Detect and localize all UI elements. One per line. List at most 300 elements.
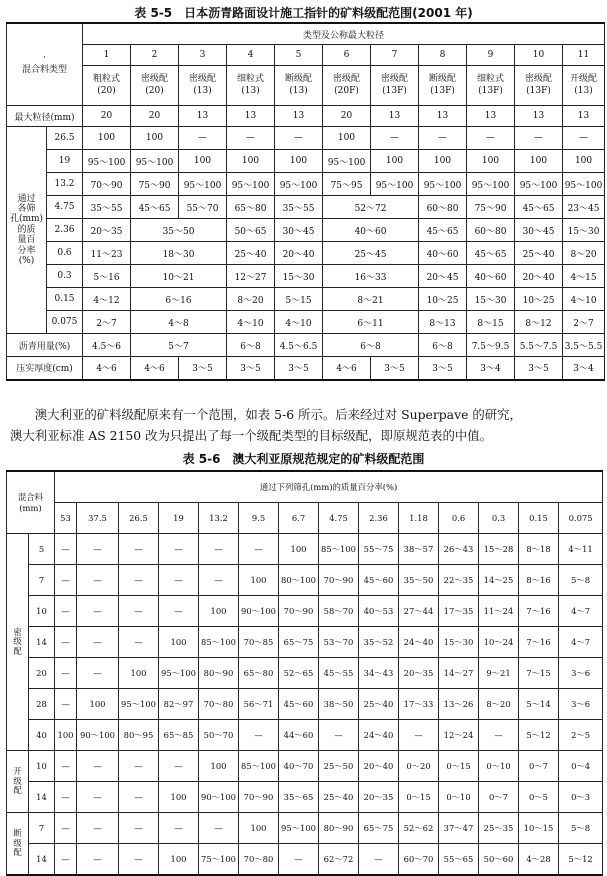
cell: 75～90	[131, 173, 179, 196]
col-type: 密级配 (13F)	[371, 66, 419, 106]
cell: 3～4	[563, 357, 605, 380]
cell: 100	[159, 844, 199, 876]
cell: 3～5	[515, 357, 563, 380]
cell: —	[119, 782, 159, 813]
cell: 100	[227, 150, 275, 173]
sieve-header: 53	[55, 503, 77, 534]
table2-australia-gradation	[6, 470, 603, 876]
cell: 20～40	[359, 751, 399, 782]
col-type: 断级配 (13)	[275, 66, 323, 106]
cell: 0～10	[479, 751, 519, 782]
cell: —	[119, 596, 159, 627]
cell: 65～75	[359, 813, 399, 844]
mix-size: 28	[29, 689, 55, 720]
col-number: 2	[131, 45, 179, 66]
cell: 18～30	[131, 242, 227, 265]
paragraph-line: 澳大利亚标准 AS 2150 改为只提出了每一个级配类型的目标级配，即原规范表的中值。	[10, 428, 493, 443]
cell: 15～30	[275, 265, 323, 288]
mix-size: 14	[29, 844, 55, 876]
cell: 20～35	[399, 658, 439, 689]
cell: 95～100	[131, 150, 179, 173]
cell: 52～72	[323, 196, 419, 219]
cell: —	[55, 596, 77, 627]
sieve-header: 0.6	[439, 503, 479, 534]
cell: 3～5	[371, 357, 419, 380]
cell: 100	[159, 627, 199, 658]
thickness-label: 压实厚度(cm)	[7, 357, 83, 380]
cell: —	[279, 844, 319, 876]
cell: 45～65	[467, 242, 515, 265]
cell: 4～8	[131, 311, 227, 334]
cell: 24～40	[399, 627, 439, 658]
table-row	[7, 813, 603, 844]
cell: 10～21	[131, 265, 227, 288]
cell: 3～6	[559, 689, 603, 720]
cell: 45～65	[515, 196, 563, 219]
cell: —	[239, 534, 279, 565]
mix-size: 5	[29, 534, 55, 565]
cell: 0～5	[519, 782, 559, 813]
sieve-header: 1.18	[399, 503, 439, 534]
cell: —	[467, 127, 515, 150]
col-number: 3	[179, 45, 227, 66]
mix-type-header-cell	[7, 23, 83, 106]
col-type: 粗粒式 (20)	[83, 66, 131, 106]
cell: 8～20	[563, 242, 605, 265]
cell: 100	[77, 689, 119, 720]
cell: 0～7	[479, 782, 519, 813]
cell: 70～80	[199, 689, 239, 720]
cell: 10～24	[479, 627, 519, 658]
table-row	[7, 689, 603, 720]
cell: —	[275, 127, 323, 150]
passing-label: 通过 各筛 孔(mm) 的质 量百 分率 (%)	[7, 127, 47, 334]
body-paragraph	[10, 404, 600, 446]
cell: 20	[131, 106, 179, 127]
cell: 25～40	[515, 242, 563, 265]
col-number: 7	[371, 45, 419, 66]
cell: 0～4	[559, 751, 603, 782]
cell: 8～20	[227, 288, 275, 311]
table-row	[7, 627, 603, 658]
cell: 30～45	[275, 219, 323, 242]
cell: —	[419, 127, 467, 150]
cell: 27～44	[399, 596, 439, 627]
cell: 2～7	[83, 311, 131, 334]
cell: 95～100	[159, 658, 199, 689]
cell: —	[319, 720, 359, 751]
cell: —	[77, 534, 119, 565]
mix-size: 7	[29, 813, 55, 844]
col-number: 1	[83, 45, 131, 66]
cell: 6～8	[227, 334, 275, 357]
cell: 35～50	[399, 565, 439, 596]
cell: —	[159, 596, 199, 627]
cell: 8～20	[479, 689, 519, 720]
cell: 5～12	[519, 720, 559, 751]
cell: 8～15	[467, 311, 515, 334]
cell: 12～27	[227, 265, 275, 288]
cell: 55～75	[359, 534, 399, 565]
cell: 20～40	[515, 265, 563, 288]
cell: 100	[279, 534, 319, 565]
cell: 4～7	[559, 627, 603, 658]
cell: 3～5	[179, 357, 227, 380]
sieve-label: 4.75	[47, 196, 83, 219]
cell: —	[371, 127, 419, 150]
cell: 4～6	[83, 357, 131, 380]
cell: 45～60	[279, 689, 319, 720]
cell: —	[55, 782, 77, 813]
cell: 100	[239, 565, 279, 596]
cell: 4～7	[559, 596, 603, 627]
cell: 20	[323, 106, 371, 127]
cell: —	[159, 565, 199, 596]
cell: 82～97	[159, 689, 199, 720]
cell: 40～60	[323, 219, 419, 242]
cell: 13	[227, 106, 275, 127]
cell: 50～70	[199, 720, 239, 751]
cell: —	[77, 627, 119, 658]
cell: 40～60	[467, 265, 515, 288]
cell: 13～26	[439, 689, 479, 720]
cell: 95～100	[179, 173, 227, 196]
col-type: 细粒式 (13)	[227, 66, 275, 106]
cell: 23～45	[563, 196, 605, 219]
cell: 40～60	[419, 242, 467, 265]
sieve-label: 13.2	[47, 173, 83, 196]
cell: —	[77, 658, 119, 689]
table-row	[7, 658, 603, 689]
cell: 58～70	[319, 596, 359, 627]
col-type: 密级配 (20)	[131, 66, 179, 106]
cell: —	[119, 565, 159, 596]
cell: —	[515, 127, 563, 150]
cell: 52～62	[399, 813, 439, 844]
cell: 45～65	[419, 219, 467, 242]
cell: 7～16	[519, 596, 559, 627]
col-type: 细粒式 (13F)	[467, 66, 515, 106]
sieve-header: 0.075	[559, 503, 603, 534]
cell: —	[77, 596, 119, 627]
cell: 5～12	[559, 844, 603, 876]
sieve-header: 2.36	[359, 503, 399, 534]
cell: 13	[179, 106, 227, 127]
cell: 16～33	[323, 265, 419, 288]
sieve-label: 0.15	[47, 288, 83, 311]
cell: 4～12	[83, 288, 131, 311]
sieve-label: 0.6	[47, 242, 83, 265]
cell: 90～100	[239, 596, 279, 627]
table-row	[7, 720, 603, 751]
col-number: 10	[515, 45, 563, 66]
cell: 35～52	[359, 627, 399, 658]
cell: 4～15	[563, 265, 605, 288]
cell: 55～70	[179, 196, 227, 219]
cell: —	[55, 534, 77, 565]
col-type: 密级配 (13)	[179, 66, 227, 106]
cell: 4～28	[519, 844, 559, 876]
cell: 3～5	[227, 357, 275, 380]
cell: —	[563, 127, 605, 150]
col-number: 5	[275, 45, 323, 66]
cell: —	[55, 689, 77, 720]
cell: 95～100	[371, 173, 419, 196]
cell: 8～13	[419, 311, 467, 334]
cell: 65～80	[227, 196, 275, 219]
sieve-label: 26.5	[47, 127, 83, 150]
sieve-label: 0.3	[47, 265, 83, 288]
cell: 13	[419, 106, 467, 127]
cell: 25～40	[319, 782, 359, 813]
cell: 70～90	[239, 782, 279, 813]
cell: 100	[275, 150, 323, 173]
cell: 70～90	[83, 173, 131, 196]
cell: 100	[419, 150, 467, 173]
sieve-header: 0.15	[519, 503, 559, 534]
cell: 70～80	[239, 844, 279, 876]
cell: —	[239, 720, 279, 751]
cell: 0～10	[439, 782, 479, 813]
cell: 2～7	[563, 311, 605, 334]
cell: 45～60	[359, 565, 399, 596]
cell: 0～3	[559, 782, 603, 813]
cell: 6～8	[419, 334, 467, 357]
cell: 95～100	[119, 689, 159, 720]
cell: 6～16	[131, 288, 227, 311]
cell: 35～65	[279, 782, 319, 813]
cell: 10～15	[519, 813, 559, 844]
col-type: 开级配 (13)	[563, 66, 605, 106]
mix-size: 20	[29, 658, 55, 689]
cell: 95～100	[275, 173, 323, 196]
cell: 45～65	[131, 196, 179, 219]
table-row	[7, 782, 603, 813]
cell: 95～100	[227, 173, 275, 196]
col-number: 6	[323, 45, 371, 66]
cell: 38～50	[319, 689, 359, 720]
mix-size: 40	[29, 720, 55, 751]
cell: 5～16	[83, 265, 131, 288]
cell: 17～35	[439, 596, 479, 627]
col-number: 9	[467, 45, 515, 66]
cell: 62～72	[319, 844, 359, 876]
cell: 15～30	[439, 627, 479, 658]
cell: 22～35	[439, 565, 479, 596]
cell: —	[55, 844, 77, 876]
cell: 8～16	[519, 565, 559, 596]
cell: —	[359, 844, 399, 876]
cell: 0～15	[439, 751, 479, 782]
cell: 85～100	[199, 627, 239, 658]
cell: 24～40	[359, 720, 399, 751]
cell: —	[159, 751, 199, 782]
cell: 95～100	[279, 813, 319, 844]
cell: 45～55	[319, 658, 359, 689]
cell: 4～10	[563, 288, 605, 311]
cell: —	[479, 720, 519, 751]
cell: 100	[179, 150, 227, 173]
sieve-header: 9.5	[239, 503, 279, 534]
cell: 44～60	[279, 720, 319, 751]
table-row	[7, 596, 603, 627]
cell: 5.5～7.5	[515, 334, 563, 357]
cell: 26～43	[439, 534, 479, 565]
col-type: 断级配 (13F)	[419, 66, 467, 106]
cell: 3.5～5.5	[563, 334, 605, 357]
cell: 30～45	[515, 219, 563, 242]
cell: 38～57	[399, 534, 439, 565]
cell: 13	[467, 106, 515, 127]
col-type: 密级配 (20F)	[323, 66, 371, 106]
cell: 15～30	[563, 219, 605, 242]
cell: 80～100	[279, 565, 319, 596]
table2-caption: 表 5-6 澳大利亚原规范规定的矿料级配范围	[182, 452, 425, 466]
cell: 100	[515, 150, 563, 173]
cell: 90～100	[77, 720, 119, 751]
cell: 8～18	[519, 534, 559, 565]
cell: 70～90	[319, 565, 359, 596]
cell: 25～45	[323, 242, 419, 265]
table-row	[7, 565, 603, 596]
cell: 11～24	[479, 596, 519, 627]
cell: 80～95	[119, 720, 159, 751]
mix-size: 14	[29, 627, 55, 658]
cell: 0～15	[399, 782, 439, 813]
table-row	[7, 844, 603, 876]
cell: 5～14	[519, 689, 559, 720]
col-number: 4	[227, 45, 275, 66]
cell: 11～23	[83, 242, 131, 265]
cell: 5～8	[559, 565, 603, 596]
group-label: 密 级 配	[7, 534, 29, 751]
cell: 5～8	[559, 813, 603, 844]
cell: 3～6	[559, 658, 603, 689]
cell: 2～5	[559, 720, 603, 751]
cell: 7～15	[519, 658, 559, 689]
sieve-header: 0.3	[479, 503, 519, 534]
cell: 100	[55, 720, 77, 751]
cell: 4～6	[131, 357, 179, 380]
cell: 20～35	[359, 782, 399, 813]
cell: —	[159, 813, 199, 844]
cell: —	[119, 534, 159, 565]
cell: 100	[199, 596, 239, 627]
cell: 75～100	[199, 844, 239, 876]
mix-size: 10	[29, 596, 55, 627]
cell: —	[55, 627, 77, 658]
cell: 20～35	[83, 219, 131, 242]
cell: —	[55, 813, 77, 844]
cell: 4.5～6	[83, 334, 131, 357]
cell: 50～65	[227, 219, 275, 242]
cell: 85～100	[239, 751, 279, 782]
asphalt-label: 沥青用量(%)	[7, 334, 83, 357]
cell: —	[227, 127, 275, 150]
cell: 80～90	[319, 813, 359, 844]
sieve-label: 19	[47, 150, 83, 173]
corner-dot: ·	[43, 53, 46, 64]
cell: —	[55, 658, 77, 689]
cell: —	[77, 751, 119, 782]
cell: 95～100	[515, 173, 563, 196]
cell: 75～95	[323, 173, 371, 196]
cell: 100	[119, 658, 159, 689]
cell: 95～100	[83, 150, 131, 173]
table-row	[7, 534, 603, 565]
cell: 100	[563, 150, 605, 173]
cell: 100	[467, 150, 515, 173]
cell: 6～8	[323, 334, 419, 357]
cell: 95～100	[323, 150, 371, 173]
col-number: 11	[563, 45, 605, 66]
cell: 65～75	[279, 627, 319, 658]
group-header: 通过下列筛孔(mm)的质量百分率(%)	[55, 471, 603, 503]
mix-size: 14	[29, 782, 55, 813]
cell: 7～16	[519, 627, 559, 658]
cell: 9～21	[479, 658, 519, 689]
cell: 3～5	[275, 357, 323, 380]
cell: 25～50	[319, 751, 359, 782]
group-header: 类型及公称最大粒径	[83, 23, 605, 45]
table1-caption: 表 5-5 日本沥青路面设计施工指针的矿料级配范围(2001 年)	[134, 6, 473, 20]
table-row	[7, 751, 603, 782]
cell: 14～27	[439, 658, 479, 689]
cell: —	[399, 720, 439, 751]
cell: 70～90	[279, 596, 319, 627]
cell: 4.5～6.5	[275, 334, 323, 357]
cell: —	[77, 844, 119, 876]
group-label: 开 级 配	[7, 751, 29, 813]
cell: 20～40	[275, 242, 323, 265]
cell: 35～50	[131, 219, 227, 242]
cell: 95～100	[467, 173, 515, 196]
cell: 4～10	[275, 311, 323, 334]
cell: —	[119, 751, 159, 782]
cell: 25～35	[479, 813, 519, 844]
cell: 100	[239, 813, 279, 844]
cell: 95～100	[419, 173, 467, 196]
cell: —	[55, 751, 77, 782]
col-type: 密级配 (13F)	[515, 66, 563, 106]
cell: 65～80	[239, 658, 279, 689]
cell: 4～6	[323, 357, 371, 380]
cell: 35～55	[83, 196, 131, 219]
cell: 75～90	[467, 196, 515, 219]
cell: 13	[563, 106, 605, 127]
cell: 12～24	[439, 720, 479, 751]
cell: 100	[323, 127, 371, 150]
col-number: 8	[419, 45, 467, 66]
sieve-label: 0.075	[47, 311, 83, 334]
cell: 100	[159, 782, 199, 813]
cell: 40～53	[359, 596, 399, 627]
cell: 13	[275, 106, 323, 127]
cell: —	[119, 844, 159, 876]
cell: 100	[131, 127, 179, 150]
cell: 20～45	[419, 265, 467, 288]
cell: —	[77, 565, 119, 596]
cell: 34～43	[359, 658, 399, 689]
cell: 60～80	[467, 219, 515, 242]
cell: 20	[83, 106, 131, 127]
cell: 13	[371, 106, 419, 127]
cell: 4～11	[559, 534, 603, 565]
cell: 3～4	[467, 357, 515, 380]
cell: 8～12	[515, 311, 563, 334]
cell: 15～28	[479, 534, 519, 565]
mix-header-cell: 混合料 (mm)	[7, 471, 55, 534]
